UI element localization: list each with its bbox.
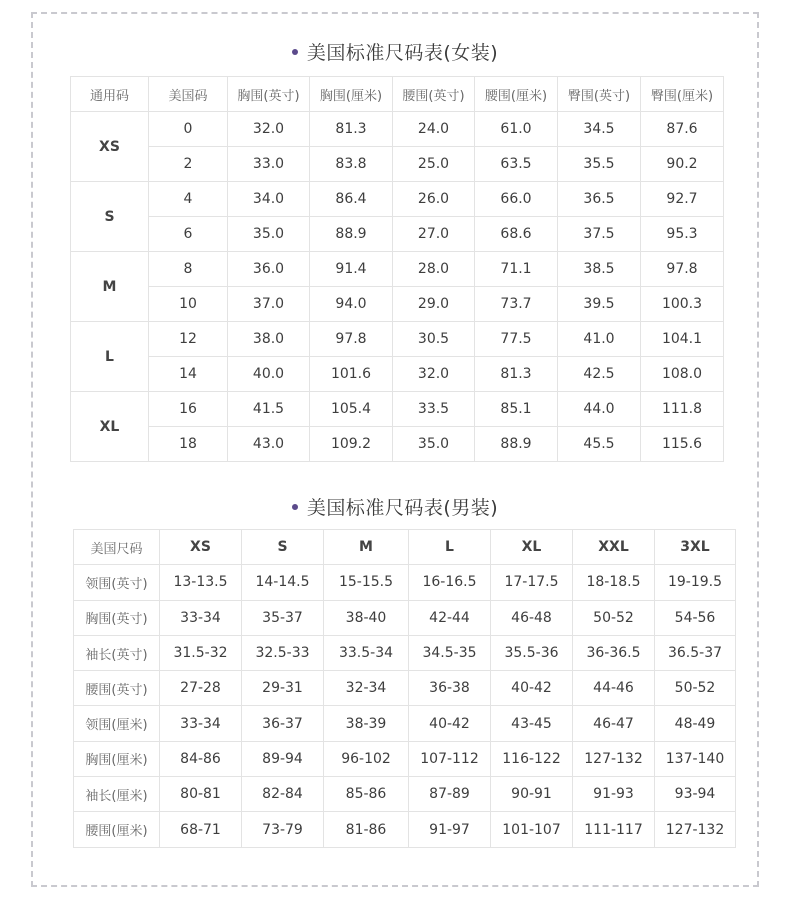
- men-size-table: [73, 529, 736, 848]
- table-cell: 45.5: [558, 427, 641, 462]
- size-label-cell: M: [71, 252, 149, 322]
- table-cell: 0: [149, 112, 228, 147]
- table-cell: 14-14.5: [242, 565, 324, 600]
- table-cell: 107-112: [409, 741, 491, 776]
- table-cell: 96-102: [324, 741, 409, 776]
- header-cell: 美国码: [149, 77, 228, 112]
- table-cell: 32.0: [393, 357, 475, 392]
- size-label-cell: XL: [71, 392, 149, 462]
- table-cell: 81.3: [475, 357, 558, 392]
- header-cell: 通用码: [71, 77, 149, 112]
- men-chart-title: [0, 493, 790, 520]
- table-cell: 33.5: [393, 392, 475, 427]
- table-cell: 36-37: [242, 706, 324, 741]
- size-label-cell: S: [71, 182, 149, 252]
- table-cell: 26.0: [393, 182, 475, 217]
- table-cell: 36.5: [558, 182, 641, 217]
- table-cell: 10: [149, 287, 228, 322]
- header-cell: XS: [160, 530, 242, 565]
- table-cell: 115.6: [641, 427, 724, 462]
- table-row: [74, 635, 736, 670]
- row-label-cell: 腰围(英寸): [74, 671, 160, 706]
- table-header-row: [71, 77, 724, 112]
- table-cell: 24.0: [393, 112, 475, 147]
- table-cell: 41.0: [558, 322, 641, 357]
- table-row: [71, 392, 724, 427]
- table-cell: 17-17.5: [491, 565, 573, 600]
- table-cell: 111.8: [641, 392, 724, 427]
- table-cell: 38.0: [228, 322, 310, 357]
- table-cell: 6: [149, 217, 228, 252]
- table-cell: 35-37: [242, 600, 324, 635]
- table-cell: 42-44: [409, 600, 491, 635]
- table-cell: 93-94: [655, 777, 736, 812]
- header-cell: XL: [491, 530, 573, 565]
- table-cell: 111-117: [573, 812, 655, 847]
- table-cell: 43-45: [491, 706, 573, 741]
- table-cell: 18-18.5: [573, 565, 655, 600]
- table-row: [71, 322, 724, 357]
- table-cell: 19-19.5: [655, 565, 736, 600]
- table-cell: 100.3: [641, 287, 724, 322]
- table-cell: 73.7: [475, 287, 558, 322]
- table-row: [71, 182, 724, 217]
- row-label-cell: 胸围(厘米): [74, 741, 160, 776]
- table-cell: 91-97: [409, 812, 491, 847]
- table-cell: 42.5: [558, 357, 641, 392]
- table-row: [71, 427, 724, 462]
- table-cell: 50-52: [655, 671, 736, 706]
- women-chart-title-text: 美国标准尺码表(女装): [306, 42, 499, 64]
- table-cell: 84-86: [160, 741, 242, 776]
- bullet-dot-icon: [292, 504, 298, 510]
- header-cell: 臀围(厘米): [641, 77, 724, 112]
- table-cell: 92.7: [641, 182, 724, 217]
- table-cell: 94.0: [310, 287, 393, 322]
- table-cell: 82-84: [242, 777, 324, 812]
- table-row: [71, 217, 724, 252]
- table-cell: 43.0: [228, 427, 310, 462]
- table-cell: 37.5: [558, 217, 641, 252]
- table-cell: 36-38: [409, 671, 491, 706]
- table-cell: 44-46: [573, 671, 655, 706]
- table-row: [74, 600, 736, 635]
- table-cell: 46-47: [573, 706, 655, 741]
- table-cell: 33.0: [228, 147, 310, 182]
- table-cell: 90-91: [491, 777, 573, 812]
- table-cell: 13-13.5: [160, 565, 242, 600]
- table-cell: 38-40: [324, 600, 409, 635]
- table-cell: 104.1: [641, 322, 724, 357]
- table-cell: 40-42: [409, 706, 491, 741]
- table-cell: 14: [149, 357, 228, 392]
- table-cell: 105.4: [310, 392, 393, 427]
- table-row: [71, 287, 724, 322]
- table-row: [74, 777, 736, 812]
- table-cell: 77.5: [475, 322, 558, 357]
- table-cell: 33.5-34: [324, 635, 409, 670]
- row-label-cell: 袖长(厘米): [74, 777, 160, 812]
- women-chart-title: [0, 38, 790, 65]
- table-cell: 83.8: [310, 147, 393, 182]
- table-cell: 48-49: [655, 706, 736, 741]
- table-cell: 88.9: [310, 217, 393, 252]
- table-cell: 33-34: [160, 706, 242, 741]
- table-row: [74, 706, 736, 741]
- table-cell: 40-42: [491, 671, 573, 706]
- table-cell: 8: [149, 252, 228, 287]
- table-cell: 2: [149, 147, 228, 182]
- table-cell: 30.5: [393, 322, 475, 357]
- table-row: [74, 741, 736, 776]
- table-cell: 28.0: [393, 252, 475, 287]
- table-cell: 73-79: [242, 812, 324, 847]
- table-cell: 15-15.5: [324, 565, 409, 600]
- table-cell: 29-31: [242, 671, 324, 706]
- table-cell: 66.0: [475, 182, 558, 217]
- table-cell: 34.5: [558, 112, 641, 147]
- row-label-cell: 领围(厘米): [74, 706, 160, 741]
- header-cell: 3XL: [655, 530, 736, 565]
- table-cell: 80-81: [160, 777, 242, 812]
- table-cell: 54-56: [655, 600, 736, 635]
- table-cell: 71.1: [475, 252, 558, 287]
- table-cell: 88.9: [475, 427, 558, 462]
- table-cell: 12: [149, 322, 228, 357]
- table-cell: 39.5: [558, 287, 641, 322]
- table-cell: 27-28: [160, 671, 242, 706]
- table-cell: 35.0: [393, 427, 475, 462]
- table-row: [71, 147, 724, 182]
- table-cell: 36-36.5: [573, 635, 655, 670]
- table-row: [74, 565, 736, 600]
- row-label-cell: 领围(英寸): [74, 565, 160, 600]
- table-cell: 101-107: [491, 812, 573, 847]
- table-row: [74, 812, 736, 847]
- row-label-cell: 袖长(英寸): [74, 635, 160, 670]
- table-cell: 91.4: [310, 252, 393, 287]
- table-cell: 63.5: [475, 147, 558, 182]
- header-cell: 胸围(厘米): [310, 77, 393, 112]
- table-cell: 16-16.5: [409, 565, 491, 600]
- table-cell: 87.6: [641, 112, 724, 147]
- table-cell: 90.2: [641, 147, 724, 182]
- table-cell: 101.6: [310, 357, 393, 392]
- table-cell: 108.0: [641, 357, 724, 392]
- table-cell: 116-122: [491, 741, 573, 776]
- table-cell: 85-86: [324, 777, 409, 812]
- table-cell: 85.1: [475, 392, 558, 427]
- table-cell: 127-132: [573, 741, 655, 776]
- header-cell: XXL: [573, 530, 655, 565]
- women-size-table: [70, 76, 724, 462]
- table-cell: 35.0: [228, 217, 310, 252]
- table-cell: 40.0: [228, 357, 310, 392]
- table-cell: 95.3: [641, 217, 724, 252]
- table-cell: 33-34: [160, 600, 242, 635]
- table-row: [71, 357, 724, 392]
- table-cell: 61.0: [475, 112, 558, 147]
- table-cell: 34.5-35: [409, 635, 491, 670]
- header-cell: 美国尺码: [74, 530, 160, 565]
- table-row: [71, 112, 724, 147]
- header-cell: S: [242, 530, 324, 565]
- table-cell: 87-89: [409, 777, 491, 812]
- table-cell: 32.0: [228, 112, 310, 147]
- table-cell: 29.0: [393, 287, 475, 322]
- header-cell: 腰围(厘米): [475, 77, 558, 112]
- table-cell: 109.2: [310, 427, 393, 462]
- table-cell: 4: [149, 182, 228, 217]
- table-header-row: [74, 530, 736, 565]
- table-cell: 127-132: [655, 812, 736, 847]
- header-cell: L: [409, 530, 491, 565]
- table-cell: 36.5-37: [655, 635, 736, 670]
- table-cell: 44.0: [558, 392, 641, 427]
- table-cell: 25.0: [393, 147, 475, 182]
- table-cell: 89-94: [242, 741, 324, 776]
- size-label-cell: XS: [71, 112, 149, 182]
- table-cell: 38-39: [324, 706, 409, 741]
- table-cell: 18: [149, 427, 228, 462]
- header-cell: 臀围(英寸): [558, 77, 641, 112]
- table-cell: 32.5-33: [242, 635, 324, 670]
- header-cell: M: [324, 530, 409, 565]
- bullet-dot-icon: [292, 49, 298, 55]
- table-cell: 31.5-32: [160, 635, 242, 670]
- table-cell: 50-52: [573, 600, 655, 635]
- table-cell: 46-48: [491, 600, 573, 635]
- table-cell: 32-34: [324, 671, 409, 706]
- size-label-cell: L: [71, 322, 149, 392]
- table-cell: 35.5: [558, 147, 641, 182]
- row-label-cell: 胸围(英寸): [74, 600, 160, 635]
- table-cell: 68-71: [160, 812, 242, 847]
- table-row: [74, 671, 736, 706]
- table-cell: 34.0: [228, 182, 310, 217]
- header-cell: 胸围(英寸): [228, 77, 310, 112]
- table-cell: 68.6: [475, 217, 558, 252]
- table-cell: 81.3: [310, 112, 393, 147]
- row-label-cell: 腰围(厘米): [74, 812, 160, 847]
- table-cell: 97.8: [310, 322, 393, 357]
- table-cell: 97.8: [641, 252, 724, 287]
- table-cell: 41.5: [228, 392, 310, 427]
- table-cell: 36.0: [228, 252, 310, 287]
- table-cell: 27.0: [393, 217, 475, 252]
- table-row: [71, 252, 724, 287]
- table-cell: 137-140: [655, 741, 736, 776]
- men-chart-title-text: 美国标准尺码表(男装): [306, 497, 499, 519]
- table-cell: 35.5-36: [491, 635, 573, 670]
- table-cell: 37.0: [228, 287, 310, 322]
- table-cell: 86.4: [310, 182, 393, 217]
- table-cell: 81-86: [324, 812, 409, 847]
- table-cell: 16: [149, 392, 228, 427]
- table-cell: 91-93: [573, 777, 655, 812]
- table-cell: 38.5: [558, 252, 641, 287]
- header-cell: 腰围(英寸): [393, 77, 475, 112]
